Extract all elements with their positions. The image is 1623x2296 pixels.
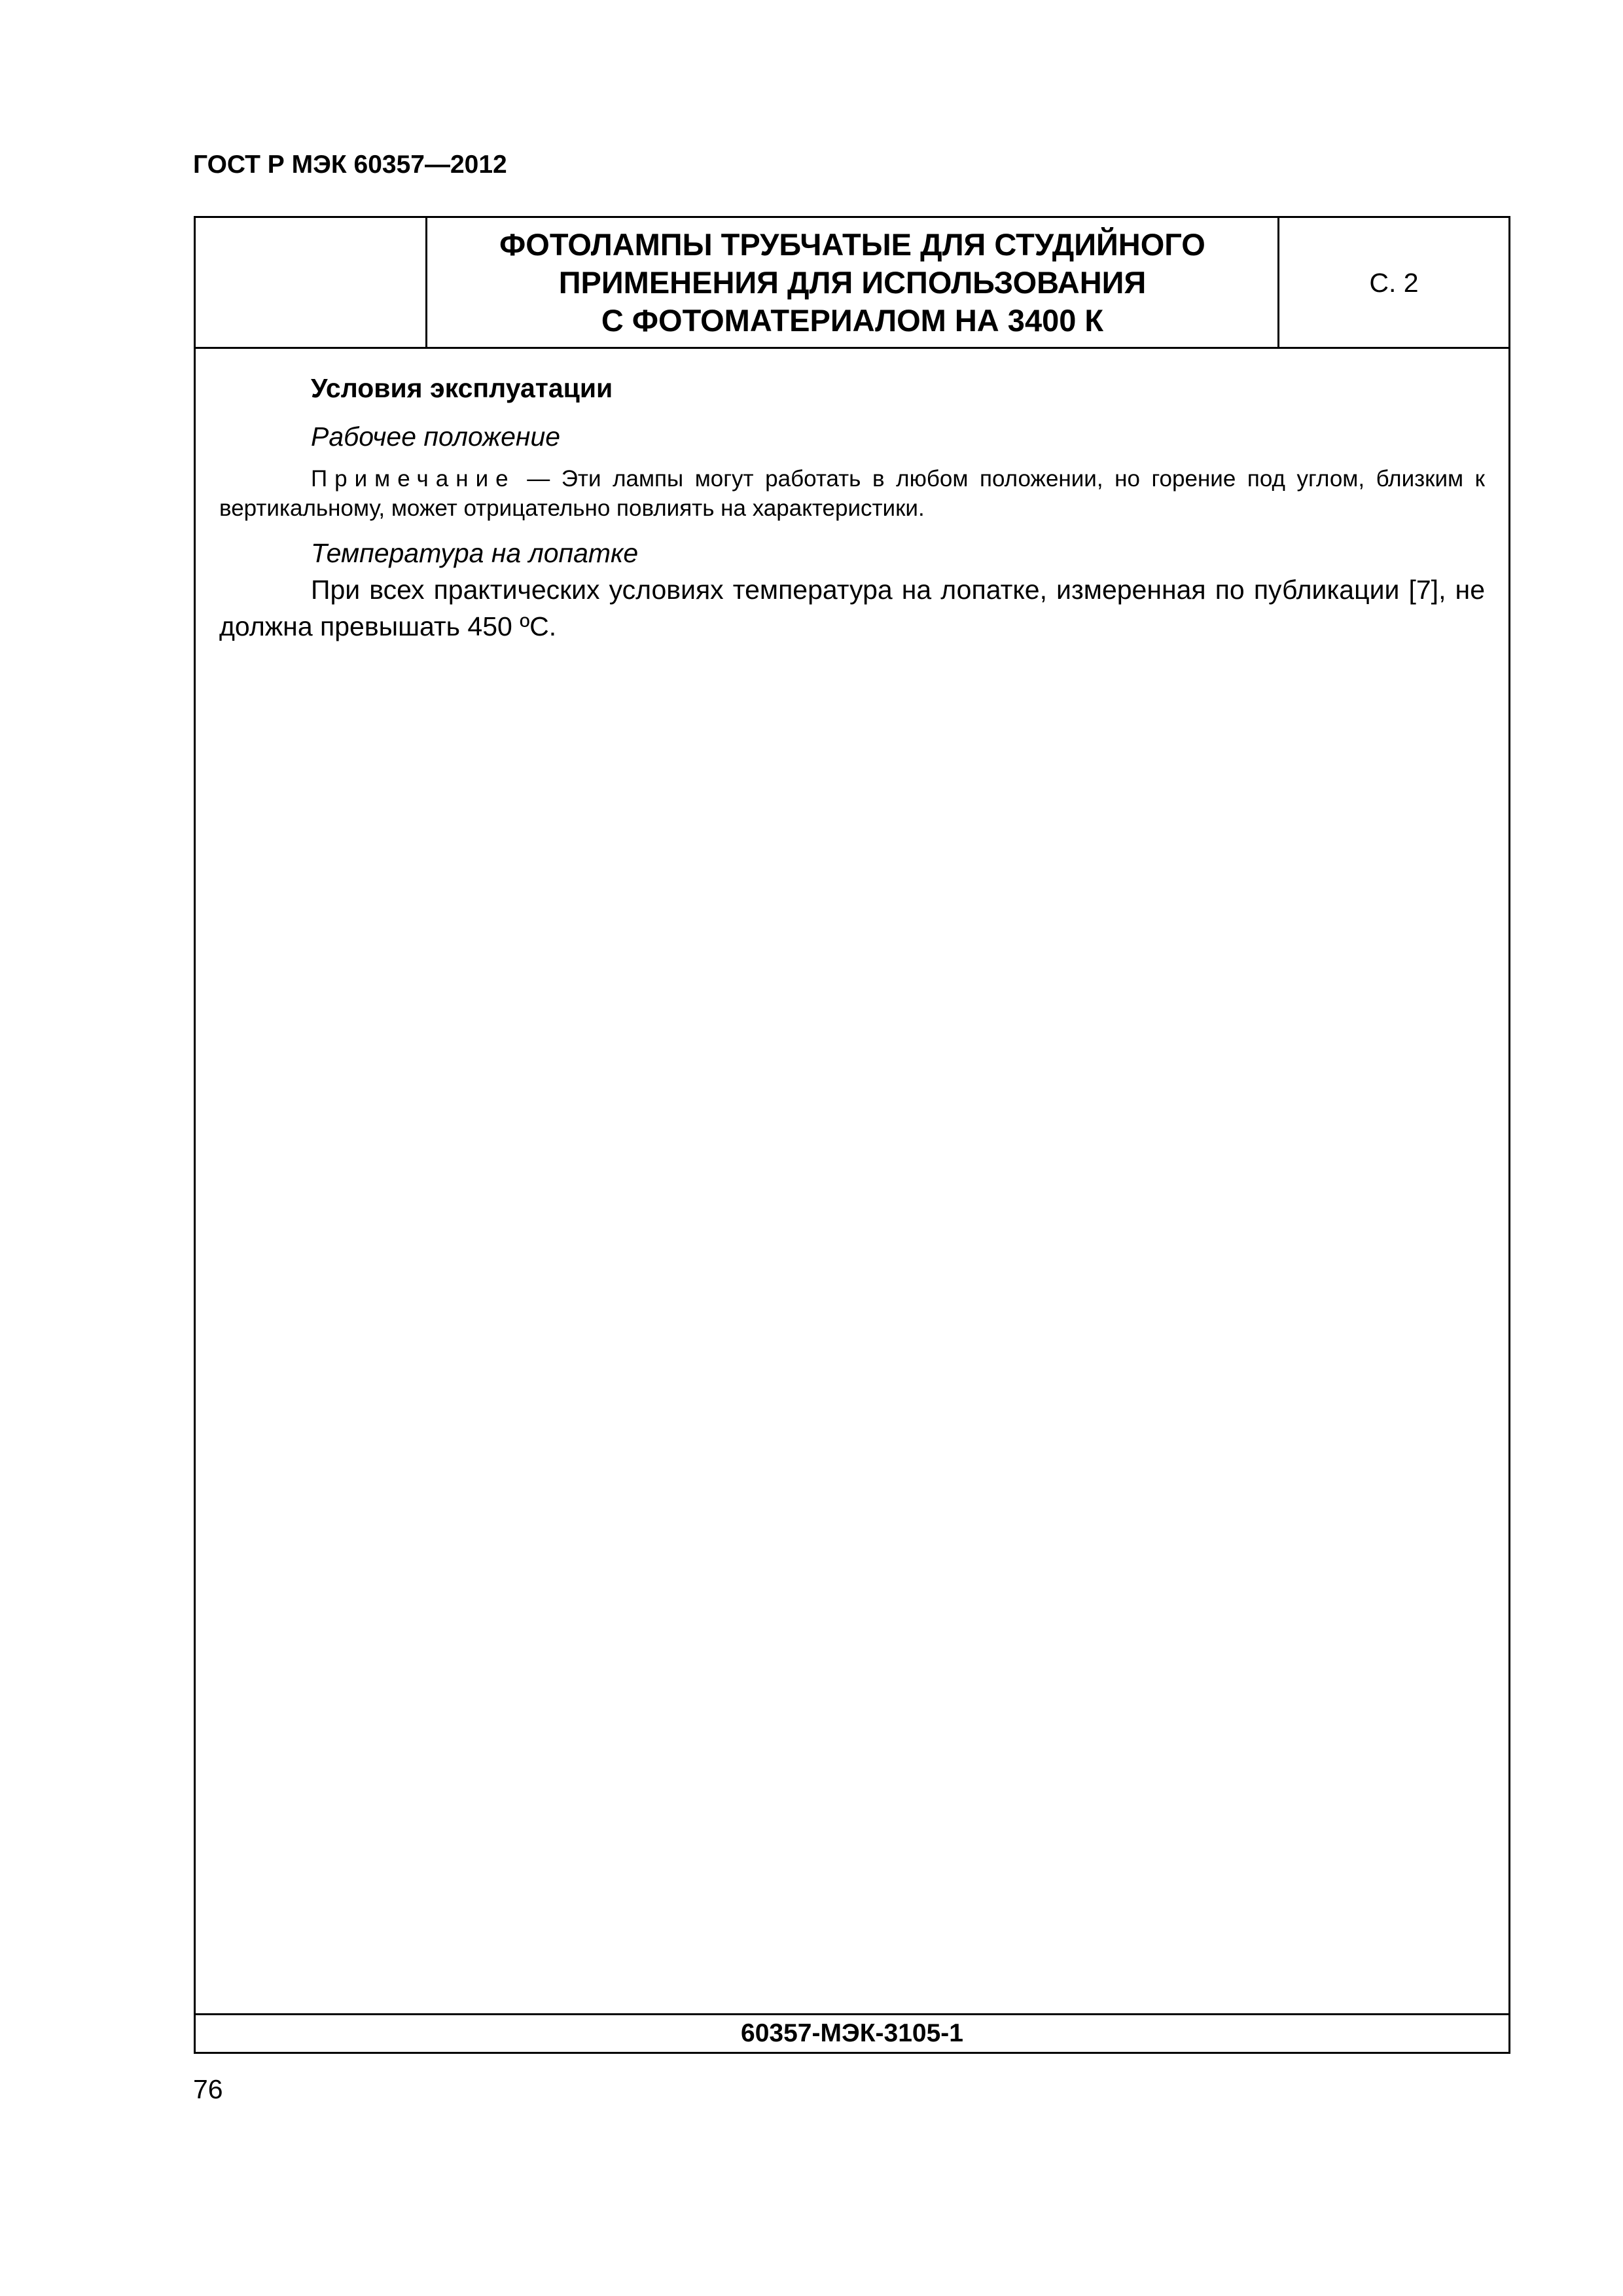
standard-designation: ГОСТ Р МЭК 60357—2012 <box>193 151 507 179</box>
sheet-page-reference: С. 2 <box>1369 267 1419 298</box>
temperature-paragraph: При всех практических условиях температура на лопатке, измеренная по публикации [7], не должна превышать 450 ºС. <box>219 575 1485 641</box>
sheet-code: 60357-МЭК-3105-1 <box>741 2019 963 2047</box>
page-number: 76 <box>193 2074 223 2104</box>
data-sheet-frame <box>194 216 1510 2054</box>
title-block-center-cell <box>427 218 1279 347</box>
section-heading-operating-conditions: Условия эксплуатации <box>311 373 613 403</box>
sheet-title-line-3: С ФОТОМАТЕРИАЛОМ НА 3400 К <box>601 302 1104 338</box>
title-block <box>196 218 1508 349</box>
note-label: Примечание <box>311 466 516 492</box>
sheet-title-line-1: ФОТОЛАМПЫ ТРУБЧАТЫЕ ДЛЯ СТУДИЙНОГО <box>499 226 1205 262</box>
note-paragraph <box>219 464 1485 523</box>
note-text: — Эти лампы могут работать в любом положении, но горение под углом, близким к вертикальному, может отрицательно повлиять на характеристики. <box>219 466 1485 521</box>
title-block-left-cell <box>196 218 427 347</box>
title-block-right-cell <box>1279 218 1508 347</box>
sheet-code-strip <box>194 2013 1510 2054</box>
sheet-title-line-2: ПРИМЕНЕНИЯ ДЛЯ ИСПОЛЬЗОВАНИЯ <box>558 264 1147 300</box>
sheet-body <box>219 362 1485 645</box>
subheading-operating-position: Рабочее положение <box>311 422 561 452</box>
subheading-pinch-temperature: Температура на лопатке <box>311 538 639 568</box>
